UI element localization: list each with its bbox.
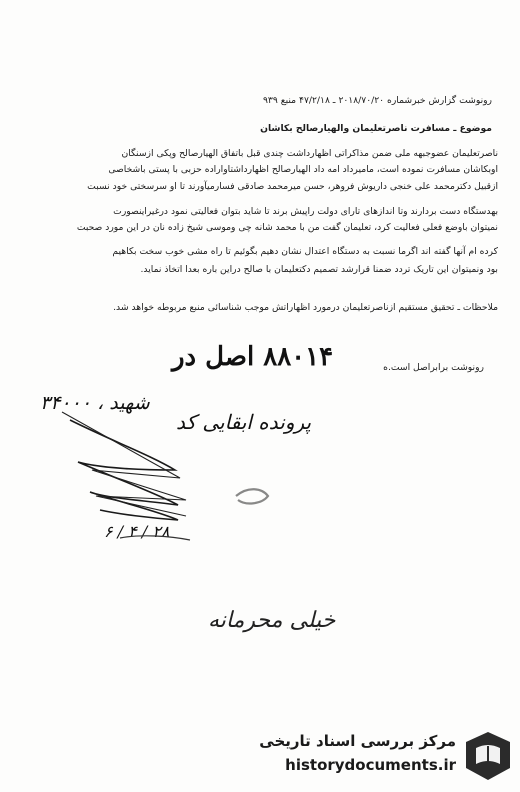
handwritten-note: شهید ، ۳۴۰۰۰	[40, 392, 150, 414]
handwritten-archive-code: ۸۸۰۱۴ اصل در	[172, 342, 334, 372]
body-line: کرده ام آنها گفته اند اگرما نسبت به دستگاه اعتدال نشان دهیم بگوئیم تا راه مشی خوب سخت بکاهیم	[112, 246, 498, 257]
archive-watermark	[228, 724, 520, 792]
handwritten-date: ۲۸ / ۴ / ۶	[104, 522, 170, 541]
signature-mark	[70, 420, 178, 520]
body-line: نمیتوان باوضع فعلی فعالیت کرد، تعلیمان گفت من با محمد شانه چی وموسی شیخ زاده نان در این مورد صحبت	[76, 222, 498, 233]
stamp-smudge	[236, 489, 268, 503]
body-line: بهدستگاه دست بردارند وتا اندازهای تارای دولت راپیش برند تا شاید بتوان فعالیتی نمود درغیراینصورت	[113, 206, 498, 217]
classification-handwritten: خیلی محرمانه	[208, 608, 336, 633]
body-line: ناصرتعلیمان عضوجبهه ملی ضمن مذاکراتی اظهارداشت چندی قبل باتفاق الهیارصالح وپکی ازسنگان	[121, 148, 498, 159]
remarks-line: ملاحظات ـ تحقیق مستقیم ازناصرتعلیمان درمورد اظهاراتش موجب شناسائی منبع مربوطه خواهد شد.	[113, 302, 498, 313]
archive-website: historydocuments.ir	[285, 756, 456, 774]
report-header: رونوشت گزارش خبرشماره ۲۰۱۸/۷۰/۲۰ ـ ۴۷/۲/۱۸ منبع ۹۳۹	[263, 95, 492, 106]
archive-title: مرکز بررسی اسناد تاریخی	[259, 732, 456, 750]
archive-logo-icon	[462, 728, 514, 784]
handwritten-reference: پرونده ابقایی کد	[176, 410, 312, 434]
report-subject: موضوع ـ مسافرت ناصرتعلیمان والهیارصالح بکاشان	[260, 123, 492, 134]
body-line: اوبکاشان مسافرت نموده است، مامیرداد امه داد الهیارصالح اظهارداشتاواراده حزبی با پستی باشخاصی	[108, 164, 498, 175]
body-line: بود ونمیتوان این تاریک تردد ضمنا قرارشد تصمیم دکتعلیمان با صالح دراین باره بعدا اتخاذ نماید.	[140, 264, 498, 275]
certified-copy-note: رونوشت برابراصل است.ه	[383, 362, 484, 373]
body-line: ازقبیل دکترمحمد علی خنجی داریوش فروهر، حسن میرمحمد صادقی فسارمیآورند تا او سرسختی خود نسبت	[87, 181, 498, 192]
